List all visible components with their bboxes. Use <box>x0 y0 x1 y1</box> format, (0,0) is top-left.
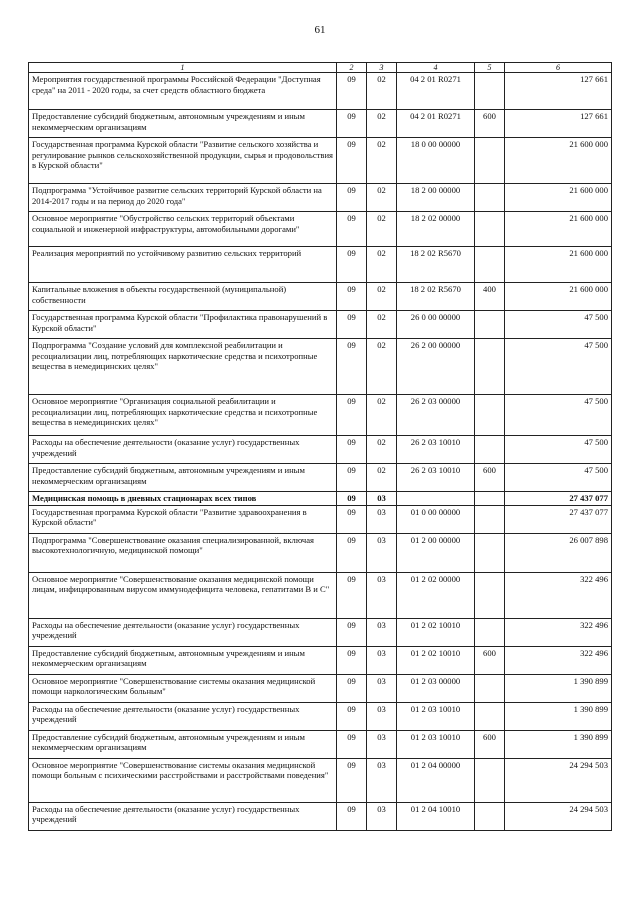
row-target-article-cell: 01 2 02 00000 <box>397 572 475 618</box>
row-section-cell: 09 <box>337 802 367 830</box>
row-expense-type-cell <box>475 505 505 533</box>
row-name-cell: Государственная программа Курской области "Развитие сельского хозяйства и регулирование рынков сельскохозяйственной продукции, сырья и продовольствия в Курской области" <box>29 138 337 184</box>
row-amount-cell: 27 437 077 <box>505 505 612 533</box>
row-name-cell: Государственная программа Курской области "Развитие здравоохранения в Курской области" <box>29 505 337 533</box>
row-section-cell: 09 <box>337 505 367 533</box>
row-amount-cell: 127 661 <box>505 110 612 138</box>
table-row <box>29 247 612 283</box>
row-target-article-cell: 01 2 00 00000 <box>397 533 475 572</box>
row-target-article-cell: 26 0 00 00000 <box>397 311 475 339</box>
row-section-cell: 09 <box>337 436 367 464</box>
table-row <box>29 505 612 533</box>
budget-table <box>28 62 612 831</box>
row-amount-cell: 1 390 899 <box>505 674 612 702</box>
row-amount-cell: 322 496 <box>505 646 612 674</box>
row-subsection-cell: 03 <box>367 674 397 702</box>
row-subsection-cell: 03 <box>367 572 397 618</box>
row-subsection-cell: 03 <box>367 802 397 830</box>
row-amount-cell: 21 600 000 <box>505 247 612 283</box>
row-section-cell: 09 <box>337 184 367 212</box>
row-subsection-cell: 02 <box>367 464 397 492</box>
row-target-article-cell <box>397 492 475 505</box>
row-subsection-cell: 02 <box>367 138 397 184</box>
row-expense-type-cell <box>475 138 505 184</box>
row-section-cell: 09 <box>337 492 367 505</box>
table-row <box>29 212 612 247</box>
row-subsection-cell: 03 <box>367 505 397 533</box>
row-expense-type-cell: 600 <box>475 110 505 138</box>
table-row <box>29 184 612 212</box>
row-name-cell: Капитальные вложения в объекты государственной (муниципальной) собственности <box>29 283 337 311</box>
row-expense-type-cell: 600 <box>475 464 505 492</box>
row-target-article-cell: 01 2 02 10010 <box>397 618 475 646</box>
row-amount-cell: 1 390 899 <box>505 702 612 730</box>
row-expense-type-cell: 400 <box>475 283 505 311</box>
row-target-article-cell: 18 2 02 R5670 <box>397 283 475 311</box>
row-expense-type-cell <box>475 311 505 339</box>
row-name-cell: Основное мероприятие "Обустройство сельских территорий объектами социальной и инженерной инфраструктуры, автомобильными дорогами" <box>29 212 337 247</box>
row-target-article-cell: 18 2 02 00000 <box>397 212 475 247</box>
header-col-1: 1 <box>29 63 337 73</box>
table-row <box>29 802 612 830</box>
row-name-cell: Реализация мероприятий по устойчивому развитию сельских территорий <box>29 247 337 283</box>
row-subsection-cell: 03 <box>367 730 397 758</box>
table-row <box>29 436 612 464</box>
row-amount-cell: 47 500 <box>505 395 612 436</box>
row-expense-type-cell <box>475 436 505 464</box>
row-name-cell: Медицинская помощь в дневных стационарах всех типов <box>29 492 337 505</box>
table-row <box>29 395 612 436</box>
table-row <box>29 533 612 572</box>
row-expense-type-cell: 600 <box>475 646 505 674</box>
row-target-article-cell: 18 2 02 R5670 <box>397 247 475 283</box>
row-expense-type-cell <box>475 572 505 618</box>
row-target-article-cell: 01 2 03 10010 <box>397 702 475 730</box>
row-name-cell: Мероприятия государственной программы Российской Федерации "Доступная среда" на 2011 - 2020 годы, за счет средств областного бюджета <box>29 73 337 110</box>
row-target-article-cell: 18 0 00 00000 <box>397 138 475 184</box>
table-row <box>29 339 612 395</box>
row-amount-cell: 21 600 000 <box>505 184 612 212</box>
row-subsection-cell: 02 <box>367 311 397 339</box>
row-target-article-cell: 26 2 03 10010 <box>397 464 475 492</box>
row-section-cell: 09 <box>337 212 367 247</box>
row-amount-cell: 322 496 <box>505 618 612 646</box>
table-row <box>29 730 612 758</box>
row-amount-cell: 322 496 <box>505 572 612 618</box>
row-expense-type-cell <box>475 702 505 730</box>
row-name-cell: Расходы на обеспечение деятельности (оказание услуг) государственных учреждений <box>29 802 337 830</box>
row-amount-cell: 47 500 <box>505 339 612 395</box>
row-section-cell: 09 <box>337 283 367 311</box>
row-section-cell: 09 <box>337 73 367 110</box>
row-target-article-cell: 26 2 03 00000 <box>397 395 475 436</box>
table-row <box>29 110 612 138</box>
row-name-cell: Расходы на обеспечение деятельности (оказание услуг) государственных учреждений <box>29 702 337 730</box>
row-subsection-cell: 03 <box>367 646 397 674</box>
row-target-article-cell: 01 2 03 00000 <box>397 674 475 702</box>
row-expense-type-cell <box>475 184 505 212</box>
row-name-cell: Расходы на обеспечение деятельности (оказание услуг) государственных учреждений <box>29 436 337 464</box>
row-name-cell: Основное мероприятие "Совершенствование системы оказания медицинской помощи наркологическим больным" <box>29 674 337 702</box>
row-subsection-cell: 03 <box>367 492 397 505</box>
table-header-row <box>29 63 612 73</box>
row-expense-type-cell <box>475 674 505 702</box>
row-target-article-cell: 26 2 03 10010 <box>397 436 475 464</box>
row-amount-cell: 21 600 000 <box>505 212 612 247</box>
row-target-article-cell: 18 2 00 00000 <box>397 184 475 212</box>
row-subsection-cell: 02 <box>367 73 397 110</box>
table-row <box>29 646 612 674</box>
row-subsection-cell: 03 <box>367 618 397 646</box>
row-amount-cell: 27 437 077 <box>505 492 612 505</box>
row-expense-type-cell <box>475 492 505 505</box>
table-row <box>29 73 612 110</box>
row-amount-cell: 1 390 899 <box>505 730 612 758</box>
row-expense-type-cell <box>475 533 505 572</box>
row-target-article-cell: 01 2 02 10010 <box>397 646 475 674</box>
header-col-3: 3 <box>367 63 397 73</box>
header-col-5: 5 <box>475 63 505 73</box>
row-name-cell: Подпрограмма "Совершенствование оказания специализированной, включая высокотехнологичную, медицинской помощи" <box>29 533 337 572</box>
row-subsection-cell: 03 <box>367 758 397 802</box>
row-subsection-cell: 02 <box>367 436 397 464</box>
page-number: 61 <box>314 24 326 36</box>
table-row <box>29 138 612 184</box>
row-subsection-cell: 03 <box>367 702 397 730</box>
row-subsection-cell: 02 <box>367 110 397 138</box>
row-subsection-cell: 02 <box>367 395 397 436</box>
row-target-article-cell: 01 2 04 00000 <box>397 758 475 802</box>
row-section-cell: 09 <box>337 572 367 618</box>
row-expense-type-cell <box>475 212 505 247</box>
row-section-cell: 09 <box>337 464 367 492</box>
row-subsection-cell: 02 <box>367 339 397 395</box>
row-section-cell: 09 <box>337 138 367 184</box>
row-expense-type-cell: 600 <box>475 730 505 758</box>
row-expense-type-cell <box>475 618 505 646</box>
row-section-cell: 09 <box>337 618 367 646</box>
table-row <box>29 758 612 802</box>
table-row <box>29 702 612 730</box>
row-expense-type-cell <box>475 247 505 283</box>
row-amount-cell: 21 600 000 <box>505 283 612 311</box>
row-subsection-cell: 03 <box>367 533 397 572</box>
row-section-cell: 09 <box>337 646 367 674</box>
row-name-cell: Предоставление субсидий бюджетным, автономным учреждениям и иным некоммерческим организациям <box>29 646 337 674</box>
row-target-article-cell: 04 2 01 R0271 <box>397 110 475 138</box>
row-section-cell: 09 <box>337 339 367 395</box>
row-section-cell: 09 <box>337 247 367 283</box>
row-amount-cell: 47 500 <box>505 311 612 339</box>
header-col-4: 4 <box>397 63 475 73</box>
row-subsection-cell: 02 <box>367 184 397 212</box>
row-name-cell: Подпрограмма "Создание условий для комплексной реабилитации и ресоциализации лиц, потребляющих наркотические средства и психотропные вещества в немедицинских целях" <box>29 339 337 395</box>
row-subsection-cell: 02 <box>367 212 397 247</box>
row-expense-type-cell <box>475 758 505 802</box>
table-row <box>29 283 612 311</box>
row-subsection-cell: 02 <box>367 247 397 283</box>
row-target-article-cell: 04 2 01 R0271 <box>397 73 475 110</box>
row-name-cell: Предоставление субсидий бюджетным, автономным учреждениям и иным некоммерческим организациям <box>29 464 337 492</box>
row-name-cell: Предоставление субсидий бюджетным, автономным учреждениям и иным некоммерческим организациям <box>29 730 337 758</box>
row-section-cell: 09 <box>337 674 367 702</box>
table-row <box>29 464 612 492</box>
row-section-cell: 09 <box>337 110 367 138</box>
row-amount-cell: 21 600 000 <box>505 138 612 184</box>
row-name-cell: Расходы на обеспечение деятельности (оказание услуг) государственных учреждений <box>29 618 337 646</box>
row-section-cell: 09 <box>337 702 367 730</box>
row-expense-type-cell <box>475 339 505 395</box>
table-row <box>29 674 612 702</box>
row-subsection-cell: 02 <box>367 283 397 311</box>
row-section-cell: 09 <box>337 533 367 572</box>
row-section-cell: 09 <box>337 730 367 758</box>
row-amount-cell: 47 500 <box>505 436 612 464</box>
row-amount-cell: 24 294 503 <box>505 802 612 830</box>
row-name-cell: Основное мероприятие "Организация социальной реабилитации и ресоциализации лиц, потребляющих наркотические средства и психотропные вещества в немедицинских целях" <box>29 395 337 436</box>
table-row <box>29 572 612 618</box>
row-section-cell: 09 <box>337 395 367 436</box>
row-section-cell: 09 <box>337 311 367 339</box>
header-col-6: 6 <box>505 63 612 73</box>
table-row <box>29 492 612 505</box>
table-row <box>29 618 612 646</box>
row-name-cell: Основное мероприятие "Совершенствование оказания медицинской помощи лицам, инфицированным вирусом иммунодефицита человека, гепатитами В и С" <box>29 572 337 618</box>
row-amount-cell: 26 007 898 <box>505 533 612 572</box>
row-name-cell: Основное мероприятие "Совершенствование системы оказания медицинской помощи больным с психическими расстройствами и расстройствами поведения" <box>29 758 337 802</box>
table-row <box>29 311 612 339</box>
row-target-article-cell: 01 0 00 00000 <box>397 505 475 533</box>
header-col-2: 2 <box>337 63 367 73</box>
row-target-article-cell: 01 2 03 10010 <box>397 730 475 758</box>
row-expense-type-cell <box>475 73 505 110</box>
row-name-cell: Государственная программа Курской области "Профилактика правонарушений в Курской области" <box>29 311 337 339</box>
row-expense-type-cell <box>475 802 505 830</box>
row-target-article-cell: 01 2 04 10010 <box>397 802 475 830</box>
row-name-cell: Подпрограмма "Устойчивое развитие сельских территорий Курской области на 2014-2017 годы и на период до 2020 года" <box>29 184 337 212</box>
row-amount-cell: 47 500 <box>505 464 612 492</box>
row-expense-type-cell <box>475 395 505 436</box>
row-amount-cell: 127 661 <box>505 73 612 110</box>
row-section-cell: 09 <box>337 758 367 802</box>
row-target-article-cell: 26 2 00 00000 <box>397 339 475 395</box>
row-amount-cell: 24 294 503 <box>505 758 612 802</box>
row-name-cell: Предоставление субсидий бюджетным, автономным учреждениям и иным некоммерческим организациям <box>29 110 337 138</box>
